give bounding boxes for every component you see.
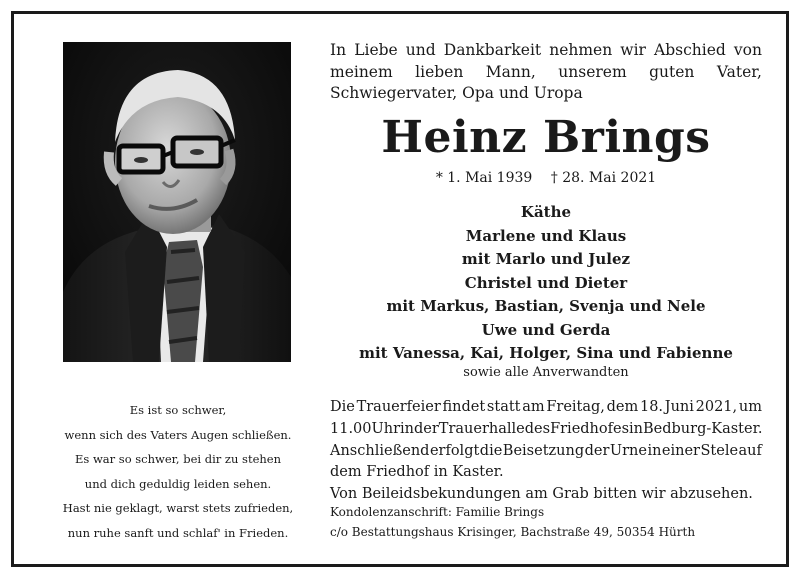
portrait-photo — [63, 42, 291, 362]
intro-line-3: Schwiegervater, Opa und Uropa — [330, 84, 583, 102]
poem-line: Es war so schwer, bei dir zu stehen — [75, 452, 281, 467]
funeral-word: statt — [486, 399, 521, 415]
relatives-line: sowie alle Anverwandten — [463, 365, 629, 380]
funeral-word: 11.00 — [330, 420, 372, 437]
funeral-word: in — [400, 420, 414, 437]
poem-line: und dich geduldig leiden sehen. — [84, 476, 272, 491]
funeral-word: 18. — [639, 399, 664, 415]
family-line: Marlene und Klaus — [465, 226, 627, 245]
intro-word: In — [330, 41, 347, 59]
funeral-line-2 — [330, 419, 762, 441]
intro-word: guten — [649, 62, 695, 81]
funeral-word: Urne — [609, 442, 647, 459]
funeral-word: Anschließend — [330, 442, 430, 459]
intro-line-2 — [330, 62, 762, 84]
funeral-word: des — [524, 420, 551, 437]
intro-word: von — [733, 41, 762, 59]
condolence-line-1: Kondolenzanschrift: Familie Brings — [330, 505, 545, 519]
intro-line-1 — [330, 40, 762, 62]
funeral-word: um — [738, 399, 762, 415]
deceased-name: Heinz Brings — [381, 112, 711, 163]
intro-word: meinem — [330, 62, 393, 81]
funeral-word: Bedburg-Kaster. — [643, 420, 763, 437]
funeral-word: der — [414, 420, 439, 437]
funeral-word: Trauerfeier — [356, 399, 441, 415]
funeral-word: die — [479, 442, 503, 459]
death-date: † 28. Mai 2021 — [550, 170, 657, 186]
funeral-line-1 — [330, 397, 762, 419]
funeral-word: der — [584, 442, 610, 459]
intro-text — [330, 40, 762, 105]
funeral-line-5: Von Beileidsbekundungen am Grab bitten wir abzusehen. — [330, 486, 753, 503]
intro-word: lieben — [415, 62, 464, 81]
funeral-word: Friedhofes — [550, 420, 630, 437]
intro-word: Abschied — [654, 41, 726, 59]
poem-line: Es ist so schwer, — [129, 403, 227, 417]
condolence-line-2: c/o Bestattungshaus Krisinger, Bachstraße 49, 50354 Hürth — [330, 525, 696, 539]
intro-word: Dankbarkeit — [443, 41, 542, 59]
funeral-word: einer — [661, 442, 700, 459]
family-list — [330, 201, 762, 366]
funeral-word: Stele — [700, 442, 739, 459]
funeral-word: 2021, — [695, 399, 738, 415]
intro-word: Liebe — [354, 41, 398, 59]
intro-word: nehmen — [549, 41, 613, 59]
birth-date: * 1. Mai 1939 — [435, 170, 533, 186]
funeral-word: in — [647, 442, 662, 459]
funeral-word: findet — [442, 399, 486, 415]
funeral-word: Trauerhalle — [438, 420, 525, 437]
funeral-line-3 — [330, 441, 762, 463]
life-dates — [330, 168, 762, 188]
funeral-word: Beisetzung — [502, 442, 585, 459]
funeral-word: in — [629, 420, 643, 437]
family-line: Uwe und Gerda — [481, 320, 611, 339]
funeral-word: Juni — [664, 399, 694, 415]
funeral-word: auf — [738, 442, 762, 459]
funeral-line-4: dem Friedhof in Kaster. — [330, 464, 504, 481]
intro-word: Mann, — [485, 62, 536, 81]
intro-word: wir — [620, 41, 646, 59]
family-line: Christel und Dieter — [464, 273, 628, 292]
family-line: Käthe — [520, 203, 572, 221]
poem-line: Hast nie geklagt, warst stets zufrieden, — [62, 501, 294, 516]
family-line: mit Marlo und Julez — [461, 250, 631, 268]
condolence-address — [330, 502, 762, 542]
intro-word: Vater, — [716, 62, 762, 81]
intro-word: unserem — [558, 62, 627, 81]
funeral-word: erfolgt — [429, 442, 480, 459]
funeral-word: dem — [606, 399, 639, 415]
funeral-word: Freitag, — [546, 399, 605, 415]
funeral-word: am — [522, 399, 545, 415]
family-line: mit Vanessa, Kai, Holger, Sina und Fabienne — [359, 344, 733, 362]
poem-line: nun ruhe sanft und schlaf' in Frieden. — [67, 525, 289, 540]
poem — [40, 398, 316, 546]
family-line: mit Markus, Bastian, Svenja und Nele — [386, 297, 706, 315]
funeral-word: Die — [330, 399, 355, 415]
funeral-word: Uhr — [371, 420, 401, 437]
intro-word: und — [405, 41, 436, 59]
funeral-info — [330, 397, 762, 506]
poem-line: wenn sich des Vaters Augen schließen. — [64, 427, 292, 442]
